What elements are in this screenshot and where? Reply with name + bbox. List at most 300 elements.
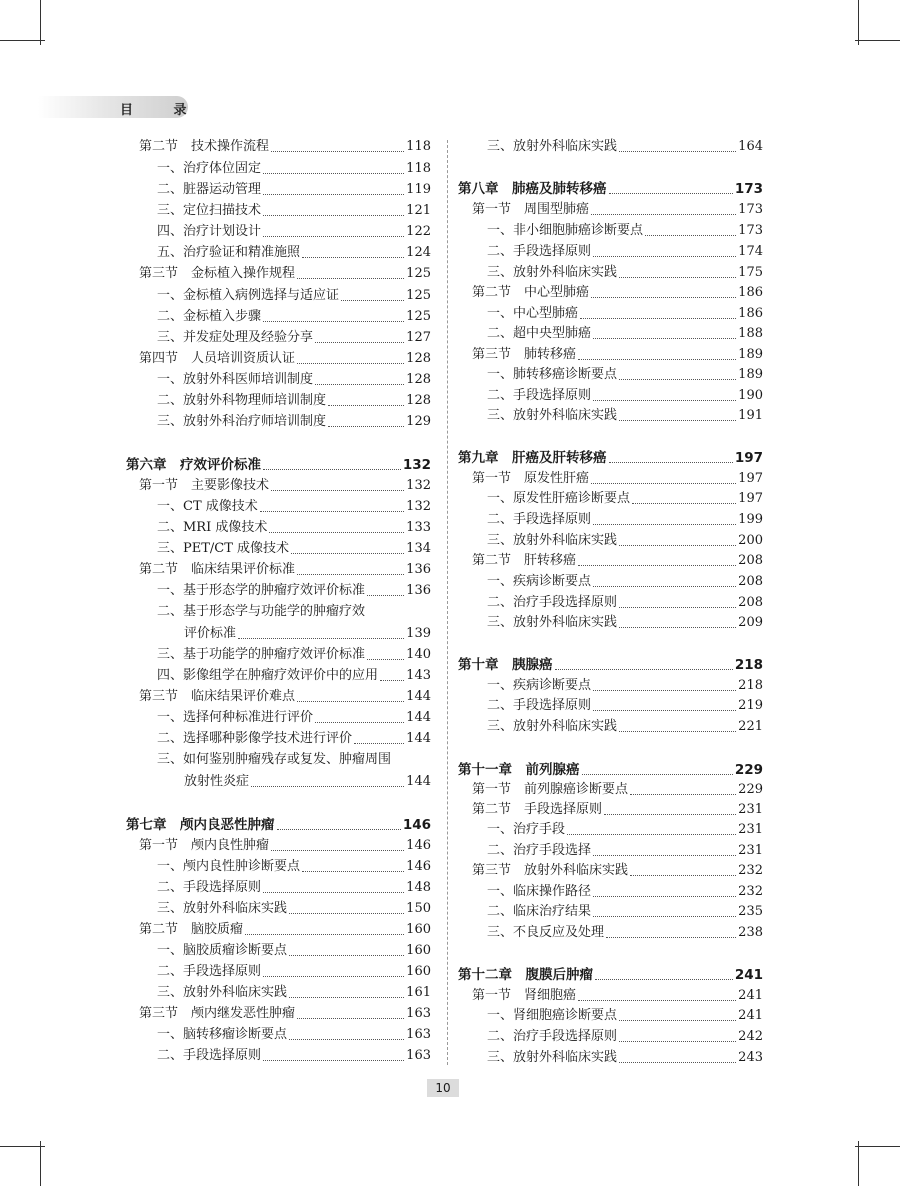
toc-dot-leader	[555, 669, 733, 670]
toc-dot-leader	[354, 743, 404, 744]
crop-mark	[858, 1141, 859, 1186]
toc-entry-page: 231	[738, 822, 763, 837]
toc-dot-leader	[277, 829, 401, 830]
toc-dot-leader	[580, 318, 736, 319]
toc-subsection-entry[interactable]	[157, 182, 431, 198]
toc-subsection-entry[interactable]	[157, 752, 431, 768]
toc-section-entry[interactable]	[139, 562, 431, 578]
toc-subsection-entry[interactable]	[157, 224, 431, 240]
toc-entry-page: 125	[406, 266, 431, 281]
toc-entry-title: 三、放射外科临床实践	[487, 408, 618, 423]
toc-subsection-entry[interactable]	[487, 884, 763, 900]
toc-entry-page: 200	[738, 533, 763, 548]
toc-subsection-entry[interactable]	[157, 985, 431, 1001]
toc-dot-leader	[630, 875, 736, 876]
toc-entry-title: 一、疾病诊断要点	[487, 678, 592, 693]
toc-entry-title: 第九章 肝癌及肝转移癌	[458, 450, 607, 466]
toc-entry-page: 221	[738, 719, 763, 734]
page-title: 目 录	[120, 103, 205, 118]
toc-entry-title: 三、放射外科临床实践	[487, 719, 618, 734]
toc-dot-leader	[593, 690, 736, 691]
toc-entry-title: 一、脑胶质瘤诊断要点	[157, 943, 288, 958]
toc-dot-leader	[302, 871, 404, 872]
toc-entry-page: 241	[734, 967, 763, 983]
toc-subsection-entry[interactable]	[487, 1008, 763, 1024]
toc-dot-leader	[645, 235, 736, 236]
toc-subsection-entry[interactable]	[157, 901, 431, 917]
toc-section-entry[interactable]	[139, 838, 431, 854]
toc-dot-leader	[328, 426, 404, 427]
toc-entry-title: 第四节 人员培训资质认证	[139, 351, 296, 366]
toc-entry-page: 161	[406, 985, 431, 1000]
toc-entry-title: 一、CT 成像技术	[157, 499, 258, 514]
toc-entry-page: 132	[402, 457, 431, 473]
toc-dot-leader	[578, 1000, 736, 1001]
toc-dot-leader	[619, 420, 736, 421]
toc-subsection-entry[interactable]	[157, 541, 431, 557]
toc-entry-title: 第十章 胰腺癌	[458, 657, 553, 673]
toc-entry-title: 第二节 技术操作流程	[139, 139, 270, 154]
toc-entry-title: 三、放射外科治疗师培训制度	[157, 414, 327, 429]
toc-subsection-entry[interactable]	[157, 880, 431, 896]
toc-dot-leader	[578, 359, 736, 360]
toc-entry-title: 一、肺转移癌诊断要点	[487, 367, 618, 382]
toc-dot-leader	[593, 256, 736, 257]
toc-entry-title: 三、放射外科临床实践	[487, 533, 618, 548]
toc-entry-title: 第二节 脑胶质瘤	[139, 922, 244, 937]
toc-subsection-entry[interactable]	[157, 859, 431, 875]
toc-section-entry[interactable]	[139, 139, 431, 155]
toc-subsection-entry[interactable]	[157, 1027, 431, 1043]
toc-dot-leader	[341, 300, 404, 301]
toc-entry-title: 二、手段选择原则	[487, 698, 592, 713]
toc-entry-page: 125	[406, 309, 431, 324]
toc-entry-title: 三、放射外科临床实践	[487, 265, 618, 280]
toc-subsection-entry[interactable]	[157, 964, 431, 980]
toc-entry-page: 139	[406, 626, 431, 641]
toc-entry-title: 第十一章 前列腺癌	[458, 762, 580, 778]
toc-section-entry[interactable]	[139, 1006, 431, 1022]
toc-section-entry[interactable]	[472, 347, 763, 363]
toc-subsection-entry[interactable]	[487, 223, 763, 239]
toc-subsection-entry[interactable]	[487, 533, 763, 549]
toc-subsection-entry[interactable]	[157, 604, 431, 620]
toc-entry-page: 122	[406, 224, 431, 239]
toc-entry-title: 第三节 颅内继发恶性肿瘤	[139, 1006, 296, 1021]
toc-dot-leader	[630, 794, 736, 795]
toc-dot-leader	[593, 896, 736, 897]
toc-entry-page: 164	[738, 139, 763, 154]
toc-entry-page: 188	[738, 326, 763, 341]
toc-dot-leader	[593, 338, 736, 339]
toc-dot-leader	[567, 834, 736, 835]
toc-subsection-entry[interactable]	[487, 595, 763, 611]
toc-entry-page: 128	[406, 372, 431, 387]
toc-dot-leader	[271, 850, 404, 851]
toc-section-entry[interactable]	[472, 285, 763, 301]
toc-entry-page: 199	[738, 512, 763, 527]
toc-entry-page: 186	[738, 285, 763, 300]
toc-dot-leader	[619, 545, 736, 546]
toc-section-entry[interactable]	[139, 351, 431, 367]
toc-dot-leader	[619, 1062, 736, 1063]
toc-subsection-entry[interactable]	[487, 719, 763, 735]
toc-entry-title: 一、非小细胞肺癌诊断要点	[487, 223, 644, 238]
toc-subsection-entry[interactable]	[157, 161, 431, 177]
toc-entry-title: 三、PET/CT 成像技术	[157, 541, 290, 556]
toc-section-entry[interactable]	[139, 266, 431, 282]
toc-subsection-entry[interactable]	[487, 574, 763, 590]
toc-entry-title: 二、治疗手段选择原则	[487, 1029, 618, 1044]
toc-subsection-entry[interactable]	[487, 1050, 763, 1066]
toc-subsection-entry[interactable]	[157, 647, 431, 663]
toc-entry-title: 第一节 周围型肺癌	[472, 202, 590, 217]
toc-dot-leader	[297, 363, 404, 364]
crop-mark	[855, 1146, 900, 1147]
toc-entry-title: 一、基于形态学的肿瘤疗效评价标准	[157, 583, 366, 598]
toc-dot-leader	[328, 405, 404, 406]
toc-entry-page: 238	[738, 925, 763, 940]
toc-section-entry[interactable]	[472, 782, 763, 798]
toc-entry-title: 二、治疗手段选择原则	[487, 595, 618, 610]
toc-entry-title: 二、脏器运动管理	[157, 182, 262, 197]
toc-entry-title: 第三节 肺转移癌	[472, 347, 577, 362]
toc-subsection-entry[interactable]	[157, 668, 431, 684]
toc-entry-page: 190	[738, 388, 763, 403]
toc-subsection-entry[interactable]	[487, 139, 763, 155]
toc-entry-page: 136	[406, 583, 431, 598]
toc-entry-page: 208	[738, 595, 763, 610]
toc-entry-title: 第一节 颅内良性肿瘤	[139, 838, 270, 853]
toc-subsection-entry[interactable]	[157, 372, 431, 388]
toc-dot-leader	[604, 814, 736, 815]
toc-dot-leader	[591, 214, 736, 215]
toc-entry-title: 二、基于形态学与功能学的肿瘤疗效	[157, 604, 366, 619]
toc-subsection-entry[interactable]	[487, 244, 763, 260]
toc-entry-page: 136	[406, 562, 431, 577]
toc-subsection-entry[interactable]	[157, 309, 431, 325]
toc-section-entry[interactable]	[139, 478, 431, 494]
toc-entry-page: 140	[406, 647, 431, 662]
toc-entry-title: 二、MRI 成像技术	[157, 520, 268, 535]
toc-entry-title: 第一节 原发性肝癌	[472, 471, 590, 486]
toc-dot-leader	[263, 194, 404, 195]
toc-entry-page: 242	[738, 1029, 763, 1044]
toc-entry-page: 146	[406, 838, 431, 853]
toc-chapter-entry[interactable]	[126, 817, 431, 833]
toc-entry-page: 191	[738, 408, 763, 423]
toc-entry-page: 146	[402, 817, 431, 833]
toc-entry-page: 118	[406, 161, 431, 176]
toc-entry-page: 229	[738, 782, 763, 797]
toc-entry-title: 第十二章 腹膜后肿瘤	[458, 967, 593, 983]
toc-dot-leader	[632, 503, 736, 504]
toc-chapter-entry[interactable]	[126, 457, 431, 473]
toc-entry-page: 186	[738, 306, 763, 321]
toc-dot-leader	[297, 574, 404, 575]
toc-section-entry[interactable]	[139, 922, 431, 938]
toc-entry-title: 第一节 前列腺癌诊断要点	[472, 782, 629, 797]
toc-subsection-entry[interactable]	[487, 925, 763, 941]
toc-dot-leader	[238, 638, 404, 639]
toc-entry-page: 144	[406, 774, 431, 789]
toc-dot-leader	[367, 659, 404, 660]
toc-entry-title: 二、手段选择原则	[157, 964, 262, 979]
toc-subsection-entry[interactable]	[157, 288, 431, 304]
toc-entry-title: 五、治疗验证和精准施照	[157, 245, 301, 260]
toc-entry-page: 121	[406, 203, 431, 218]
toc-entry-page: 189	[738, 367, 763, 382]
toc-entry-title: 第八章 肺癌及肺转移癌	[458, 181, 607, 197]
toc-entry-page: 231	[738, 843, 763, 858]
toc-entry-title: 三、如何鉴别肿瘤残存或复发、肿瘤周围	[157, 752, 392, 767]
toc-dot-leader	[289, 1039, 404, 1040]
toc-entry-title: 一、治疗手段	[487, 822, 566, 837]
toc-subsection-entry[interactable]	[157, 393, 431, 409]
toc-dot-leader	[263, 173, 404, 174]
toc-entry-title: 三、基于功能学的肿瘤疗效评价标准	[157, 647, 366, 662]
toc-section-entry[interactable]	[472, 553, 763, 569]
toc-entry-page: 128	[406, 351, 431, 366]
toc-dot-leader	[380, 680, 404, 681]
toc-entry-page: 150	[406, 901, 431, 916]
toc-chapter-entry[interactable]	[458, 450, 763, 466]
toc-dot-leader	[263, 1060, 404, 1061]
toc-entry-page: 160	[406, 943, 431, 958]
toc-entry-title: 放射性炎症	[184, 774, 250, 789]
toc-dot-leader	[315, 384, 404, 385]
toc-dot-leader	[593, 855, 736, 856]
toc-dot-leader	[271, 151, 404, 152]
toc-entry-page: 144	[406, 710, 431, 725]
toc-dot-leader	[591, 483, 736, 484]
toc-entry-page: 143	[406, 668, 431, 683]
toc-dot-leader	[260, 511, 404, 512]
toc-subsection-entry[interactable]	[487, 408, 763, 424]
toc-subsection-entry[interactable]	[184, 626, 431, 642]
toc-dot-leader	[591, 297, 736, 298]
toc-subsection-entry[interactable]	[157, 583, 431, 599]
toc-entry-page: 146	[406, 859, 431, 874]
toc-dot-leader	[619, 607, 736, 608]
toc-entry-title: 三、定位扫描技术	[157, 203, 262, 218]
toc-entry-title: 四、影像组学在肿瘤疗效评价中的应用	[157, 668, 379, 683]
crop-mark	[40, 1141, 41, 1186]
toc-subsection-entry[interactable]	[487, 388, 763, 404]
toc-entry-page: 163	[406, 1006, 431, 1021]
crop-mark	[0, 1146, 45, 1147]
toc-entry-title: 三、放射外科临床实践	[157, 985, 288, 1000]
toc-entry-page: 197	[734, 450, 763, 466]
toc-entry-title: 三、放射外科临床实践	[487, 1050, 618, 1065]
toc-dot-leader	[263, 976, 404, 977]
toc-entry-page: 219	[738, 698, 763, 713]
toc-entry-title: 第二节 中心型肺癌	[472, 285, 590, 300]
toc-entry-title: 第三节 临床结果评价难点	[139, 689, 296, 704]
toc-entry-title: 一、临床操作路径	[487, 884, 592, 899]
toc-section-entry[interactable]	[472, 202, 763, 218]
toc-subsection-entry[interactable]	[487, 1029, 763, 1045]
toc-entry-title: 二、放射外科物理师培训制度	[157, 393, 327, 408]
toc-entry-page: 128	[406, 393, 431, 408]
toc-entry-page: 241	[738, 1008, 763, 1023]
toc-entry-page: 144	[406, 731, 431, 746]
toc-subsection-entry[interactable]	[487, 843, 763, 859]
toc-subsection-entry[interactable]	[487, 265, 763, 281]
toc-entry-title: 二、临床治疗结果	[487, 904, 592, 919]
toc-subsection-entry[interactable]	[487, 306, 763, 322]
toc-entry-page: 243	[738, 1050, 763, 1065]
toc-subsection-entry[interactable]	[157, 330, 431, 346]
toc-entry-page: 208	[738, 553, 763, 568]
toc-subsection-entry[interactable]	[157, 414, 431, 430]
crop-mark	[40, 0, 41, 45]
toc-entry-page: 160	[406, 964, 431, 979]
toc-entry-title: 二、手段选择原则	[487, 244, 592, 259]
toc-entry-page: 129	[406, 414, 431, 429]
toc-chapter-entry[interactable]	[458, 967, 763, 983]
toc-section-entry[interactable]	[139, 689, 431, 705]
toc-subsection-entry[interactable]	[157, 520, 431, 536]
toc-entry-title: 一、颅内良性肿诊断要点	[157, 859, 301, 874]
toc-entry-title: 二、手段选择原则	[157, 880, 262, 895]
toc-dot-leader	[297, 1018, 404, 1019]
toc-entry-page: 197	[738, 491, 763, 506]
toc-dot-leader	[582, 774, 733, 775]
toc-entry-title: 三、放射外科临床实践	[487, 615, 618, 630]
toc-dot-leader	[619, 1020, 736, 1021]
toc-subsection-entry[interactable]	[487, 678, 763, 694]
toc-entry-page: 173	[738, 202, 763, 217]
toc-entry-title: 第二节 手段选择原则	[472, 802, 603, 817]
toc-entry-title: 第一节 主要影像技术	[139, 478, 270, 493]
toc-dot-leader	[302, 257, 404, 258]
toc-entry-title: 第三节 金标植入操作规程	[139, 266, 296, 281]
toc-entry-title: 评价标准	[184, 626, 237, 641]
toc-entry-page: 231	[738, 802, 763, 817]
toc-entry-page: 173	[734, 181, 763, 197]
toc-dot-leader	[619, 277, 736, 278]
toc-entry-title: 二、手段选择原则	[157, 1048, 262, 1063]
crop-mark	[0, 40, 45, 41]
toc-dot-leader	[269, 532, 404, 533]
toc-subsection-entry[interactable]	[157, 943, 431, 959]
toc-dot-leader	[367, 595, 404, 596]
toc-subsection-entry[interactable]	[157, 1048, 431, 1064]
toc-entry-page: 119	[406, 182, 431, 197]
toc-dot-leader	[619, 1041, 736, 1042]
toc-entry-page: 127	[406, 330, 431, 345]
toc-dot-leader	[315, 342, 404, 343]
toc-entry-page: 160	[406, 922, 431, 937]
toc-dot-leader	[263, 321, 404, 322]
toc-subsection-entry[interactable]	[157, 731, 431, 747]
toc-dot-leader	[263, 236, 404, 237]
toc-entry-page: 134	[406, 541, 431, 556]
toc-entry-title: 二、金标植入步骤	[157, 309, 262, 324]
toc-entry-title: 三、放射外科临床实践	[487, 139, 618, 154]
toc-subsection-entry[interactable]	[487, 512, 763, 528]
toc-dot-leader	[619, 627, 736, 628]
toc-entry-title: 第七章 颅内良恶性肿瘤	[126, 817, 275, 833]
toc-dot-leader	[297, 701, 404, 702]
toc-dot-leader	[609, 462, 733, 463]
toc-dot-leader	[263, 469, 401, 470]
toc-entry-title: 二、治疗手段选择	[487, 843, 592, 858]
toc-dot-leader	[619, 731, 736, 732]
toc-entry-page: 163	[406, 1048, 431, 1063]
toc-entry-page: 241	[738, 988, 763, 1003]
toc-entry-title: 一、原发性肝癌诊断要点	[487, 491, 631, 506]
toc-entry-title: 一、金标植入病例选择与适应证	[157, 288, 340, 303]
toc-subsection-entry[interactable]	[184, 774, 431, 790]
toc-section-entry[interactable]	[472, 988, 763, 1004]
toc-subsection-entry[interactable]	[487, 491, 763, 507]
toc-subsection-entry[interactable]	[487, 904, 763, 920]
toc-entry-title: 一、肾细胞癌诊断要点	[487, 1008, 618, 1023]
toc-entry-page: 232	[738, 884, 763, 899]
toc-dot-leader	[289, 955, 404, 956]
toc-entry-title: 一、治疗体位固定	[157, 161, 262, 176]
toc-dot-leader	[593, 400, 736, 401]
crop-mark	[858, 0, 859, 45]
toc-subsection-entry[interactable]	[487, 698, 763, 714]
toc-entry-page: 132	[406, 499, 431, 514]
toc-entry-title: 三、不良反应及处理	[487, 925, 605, 940]
toc-dot-leader	[593, 524, 736, 525]
toc-subsection-entry[interactable]	[487, 326, 763, 342]
toc-entry-page: 125	[406, 288, 431, 303]
toc-dot-leader	[593, 586, 736, 587]
toc-entry-title: 二、超中央型肺癌	[487, 326, 592, 341]
toc-entry-title: 第一节 肾细胞癌	[472, 988, 577, 1003]
toc-dot-leader	[606, 937, 736, 938]
toc-chapter-entry[interactable]	[458, 181, 763, 197]
toc-subsection-entry[interactable]	[487, 367, 763, 383]
toc-entry-page: 173	[738, 223, 763, 238]
toc-subsection-entry[interactable]	[487, 822, 763, 838]
toc-entry-title: 三、放射外科临床实践	[157, 901, 288, 916]
toc-entry-page: 218	[738, 678, 763, 693]
toc-entry-page: 175	[738, 265, 763, 280]
toc-section-entry[interactable]	[472, 802, 763, 818]
toc-subsection-entry[interactable]	[157, 203, 431, 219]
toc-dot-leader	[593, 710, 736, 711]
toc-dot-leader	[289, 997, 404, 998]
toc-subsection-entry[interactable]	[487, 615, 763, 631]
toc-entry-title: 第三节 放射外科临床实践	[472, 863, 629, 878]
toc-dot-leader	[263, 892, 404, 893]
toc-entry-title: 二、手段选择原则	[487, 388, 592, 403]
toc-section-entry[interactable]	[472, 471, 763, 487]
toc-entry-page: 229	[734, 762, 763, 778]
toc-entry-page: 218	[734, 657, 763, 673]
toc-entry-title: 一、脑转移瘤诊断要点	[157, 1027, 288, 1042]
toc-entry-page: 235	[738, 904, 763, 919]
toc-entry-page: 197	[738, 471, 763, 486]
toc-subsection-entry[interactable]	[157, 499, 431, 515]
toc-subsection-entry[interactable]	[157, 710, 431, 726]
toc-entry-page: 189	[738, 347, 763, 362]
toc-subsection-entry[interactable]	[157, 245, 431, 261]
toc-dot-leader	[297, 278, 404, 279]
toc-entry-page: 118	[406, 139, 431, 154]
toc-entry-title: 第二节 肝转移癌	[472, 553, 577, 568]
toc-entry-title: 一、选择何种标准进行评价	[157, 710, 314, 725]
toc-section-entry[interactable]	[472, 863, 763, 879]
toc-chapter-entry[interactable]	[458, 657, 763, 673]
toc-chapter-entry[interactable]	[458, 762, 763, 778]
